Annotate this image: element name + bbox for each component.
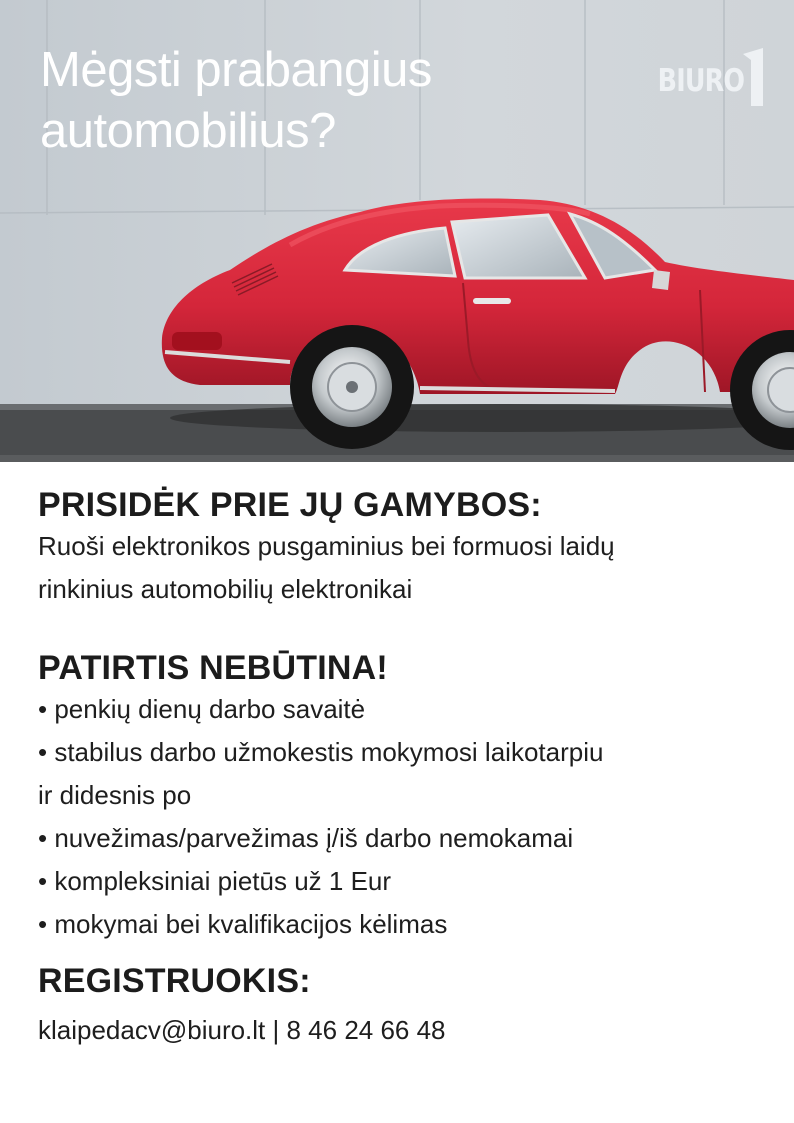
logo-text: BIURO	[657, 62, 745, 99]
content	[38, 476, 778, 1078]
headline	[40, 40, 432, 162]
benefits-list	[38, 688, 778, 946]
list-item: • mokymai bei kvalifikacijos kėlimas	[38, 903, 778, 946]
headline-line-2: automobilius?	[40, 104, 336, 158]
job-description-line-1: Ruoši elektronikos pusgaminius bei formuosi laidų	[38, 531, 615, 561]
list-item: • penkių dienų darbo savaitė	[38, 688, 778, 731]
job-description-line-2: rinkinius automobilių elektronikai	[38, 574, 413, 604]
list-item: • kompleksiniai pietūs už 1 Eur	[38, 860, 778, 903]
section-title-join: PRISIDĖK PRIE JŲ GAMYBOS:	[38, 486, 542, 524]
headline-line-1: Mėgsti prabangius	[40, 43, 432, 97]
section-title-no-experience: PATIRTIS NEBŪTINA!	[38, 649, 388, 687]
list-item-continuation: ir didesnis po	[38, 780, 192, 810]
list-item: • nuvežimas/parvežimas į/iš darbo nemokamai	[38, 817, 778, 860]
contact-info: klaipedacv@biuro.lt | 8 46 24 66 48	[38, 1015, 446, 1045]
section-title-register: REGISTRUOKIS:	[38, 962, 311, 1000]
biuro-logo	[655, 48, 765, 113]
hero-image	[0, 0, 794, 462]
list-item: • stabilus darbo užmokestis mokymosi laikotarpiu	[38, 731, 778, 774]
